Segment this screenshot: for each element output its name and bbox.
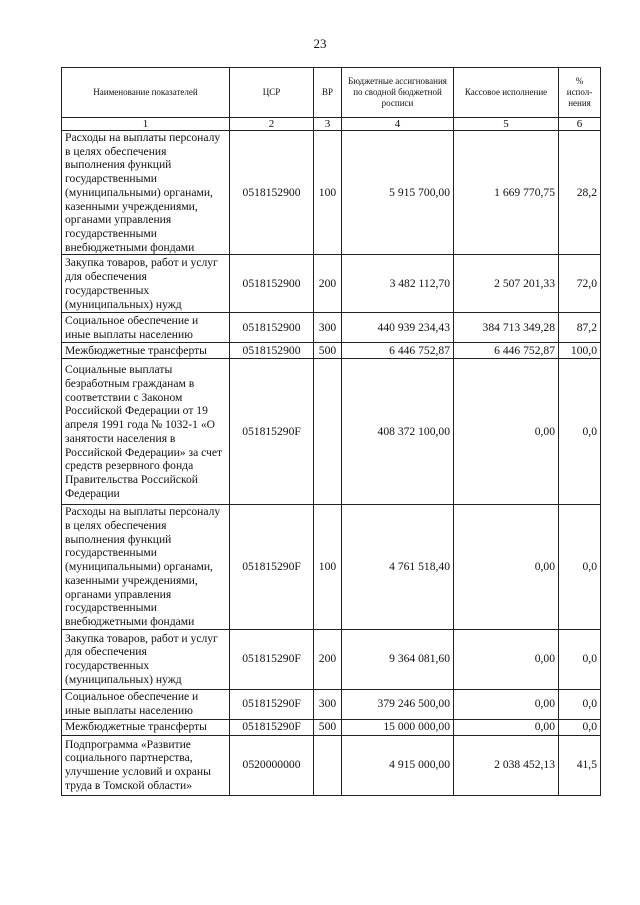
column-number: 1 [62, 118, 230, 131]
row-csr: 0518152900 [230, 131, 314, 255]
header-cash: Кассовое исполнение [454, 68, 559, 118]
row-cash: 0,00 [454, 629, 559, 689]
row-name: Закупка товаров, работ и услуг для обеспечения государственных (муниципальных) нужд [62, 629, 230, 689]
header-vr: ВР [314, 68, 342, 118]
row-vr: 500 [314, 343, 342, 359]
row-vr: 300 [314, 689, 342, 719]
header-csr: ЦСР [230, 68, 314, 118]
row-name: Закупка товаров, работ и услуг для обеспечения государственных (муниципальных) нужд [62, 255, 230, 313]
header-percent: % испол-нения [559, 68, 601, 118]
row-budget: 5 915 700,00 [342, 131, 454, 255]
row-budget: 15 000 000,00 [342, 719, 454, 735]
row-vr: 500 [314, 719, 342, 735]
table-row [62, 359, 601, 505]
row-name: Социальное обеспечение и иные выплаты населению [62, 313, 230, 343]
row-name: Межбюджетные трансферты [62, 719, 230, 735]
row-cash: 384 713 349,28 [454, 313, 559, 343]
row-csr: 0518152900 [230, 343, 314, 359]
table-row [62, 505, 601, 629]
column-number: 5 [454, 118, 559, 131]
row-csr: 051815290F [230, 629, 314, 689]
row-percent: 0,0 [559, 505, 601, 629]
column-number-row [62, 118, 601, 131]
row-budget: 9 364 081,60 [342, 629, 454, 689]
budget-execution-table [61, 67, 601, 796]
row-budget: 408 372 100,00 [342, 359, 454, 505]
table-row [62, 343, 601, 359]
row-budget: 440 939 234,43 [342, 313, 454, 343]
row-csr: 051815290F [230, 505, 314, 629]
column-number: 2 [230, 118, 314, 131]
row-cash: 1 669 770,75 [454, 131, 559, 255]
row-percent: 0,0 [559, 359, 601, 505]
row-csr: 051815290F [230, 359, 314, 505]
row-percent: 72,0 [559, 255, 601, 313]
row-name: Расходы на выплаты персоналу в целях обеспечения выполнения функций государственными (муниципальными) органами, казенными учреждениями, органами управления государственными внебюджетными фондами [62, 131, 230, 255]
row-budget: 4 761 518,40 [342, 505, 454, 629]
row-budget: 3 482 112,70 [342, 255, 454, 313]
row-csr: 051815290F [230, 719, 314, 735]
row-budget: 379 246 500,00 [342, 689, 454, 719]
row-name: Расходы на выплаты персоналу в целях обеспечения выполнения функций государственными (муниципальными) органами, казенными учреждениями, органами управления государственными внебюджетными фондами [62, 505, 230, 629]
row-percent: 87,2 [559, 313, 601, 343]
table-row [62, 131, 601, 255]
row-percent: 28,2 [559, 131, 601, 255]
row-percent: 100,0 [559, 343, 601, 359]
table-row [62, 689, 601, 719]
row-cash: 2 038 452,13 [454, 735, 559, 795]
table-row [62, 629, 601, 689]
row-budget: 4 915 000,00 [342, 735, 454, 795]
row-csr: 0518152900 [230, 313, 314, 343]
row-vr [314, 359, 342, 505]
column-number: 4 [342, 118, 454, 131]
row-vr: 100 [314, 505, 342, 629]
row-vr: 200 [314, 629, 342, 689]
row-vr: 300 [314, 313, 342, 343]
table-header-row [62, 68, 601, 118]
row-percent: 0,0 [559, 689, 601, 719]
row-percent: 41,5 [559, 735, 601, 795]
row-name: Социальное обеспечение и иные выплаты населению [62, 689, 230, 719]
row-vr: 200 [314, 255, 342, 313]
row-cash: 2 507 201,33 [454, 255, 559, 313]
row-cash: 0,00 [454, 689, 559, 719]
row-budget: 6 446 752,87 [342, 343, 454, 359]
header-name: Наименование показателей [62, 68, 230, 118]
table-row [62, 735, 601, 795]
column-number: 3 [314, 118, 342, 131]
row-name: Межбюджетные трансферты [62, 343, 230, 359]
row-vr: 100 [314, 131, 342, 255]
row-csr: 0520000000 [230, 735, 314, 795]
header-budget: Бюджетные ассигнования по сводной бюджетной росписи [342, 68, 454, 118]
table-row [62, 255, 601, 313]
row-csr: 0518152900 [230, 255, 314, 313]
row-name: Подпрограмма «Развитие социального партнерства, улучшение условий и охраны труда в Томской области» [62, 735, 230, 795]
row-percent: 0,0 [559, 719, 601, 735]
row-vr [314, 735, 342, 795]
row-cash: 0,00 [454, 505, 559, 629]
row-cash: 6 446 752,87 [454, 343, 559, 359]
row-name: Социальные выплаты безработным гражданам в соответствии с Законом Российской Федерации от 19 апреля 1991 года № 1032-1 «О занятости населения в Российской Федерации» за счет средств резервного фонда Правительства Российской Федерации [62, 359, 230, 505]
page-number: 23 [313, 36, 327, 51]
row-cash: 0,00 [454, 719, 559, 735]
row-cash: 0,00 [454, 359, 559, 505]
row-percent: 0,0 [559, 629, 601, 689]
row-csr: 051815290F [230, 689, 314, 719]
column-number: 6 [559, 118, 601, 131]
table-row [62, 313, 601, 343]
table-row [62, 719, 601, 735]
